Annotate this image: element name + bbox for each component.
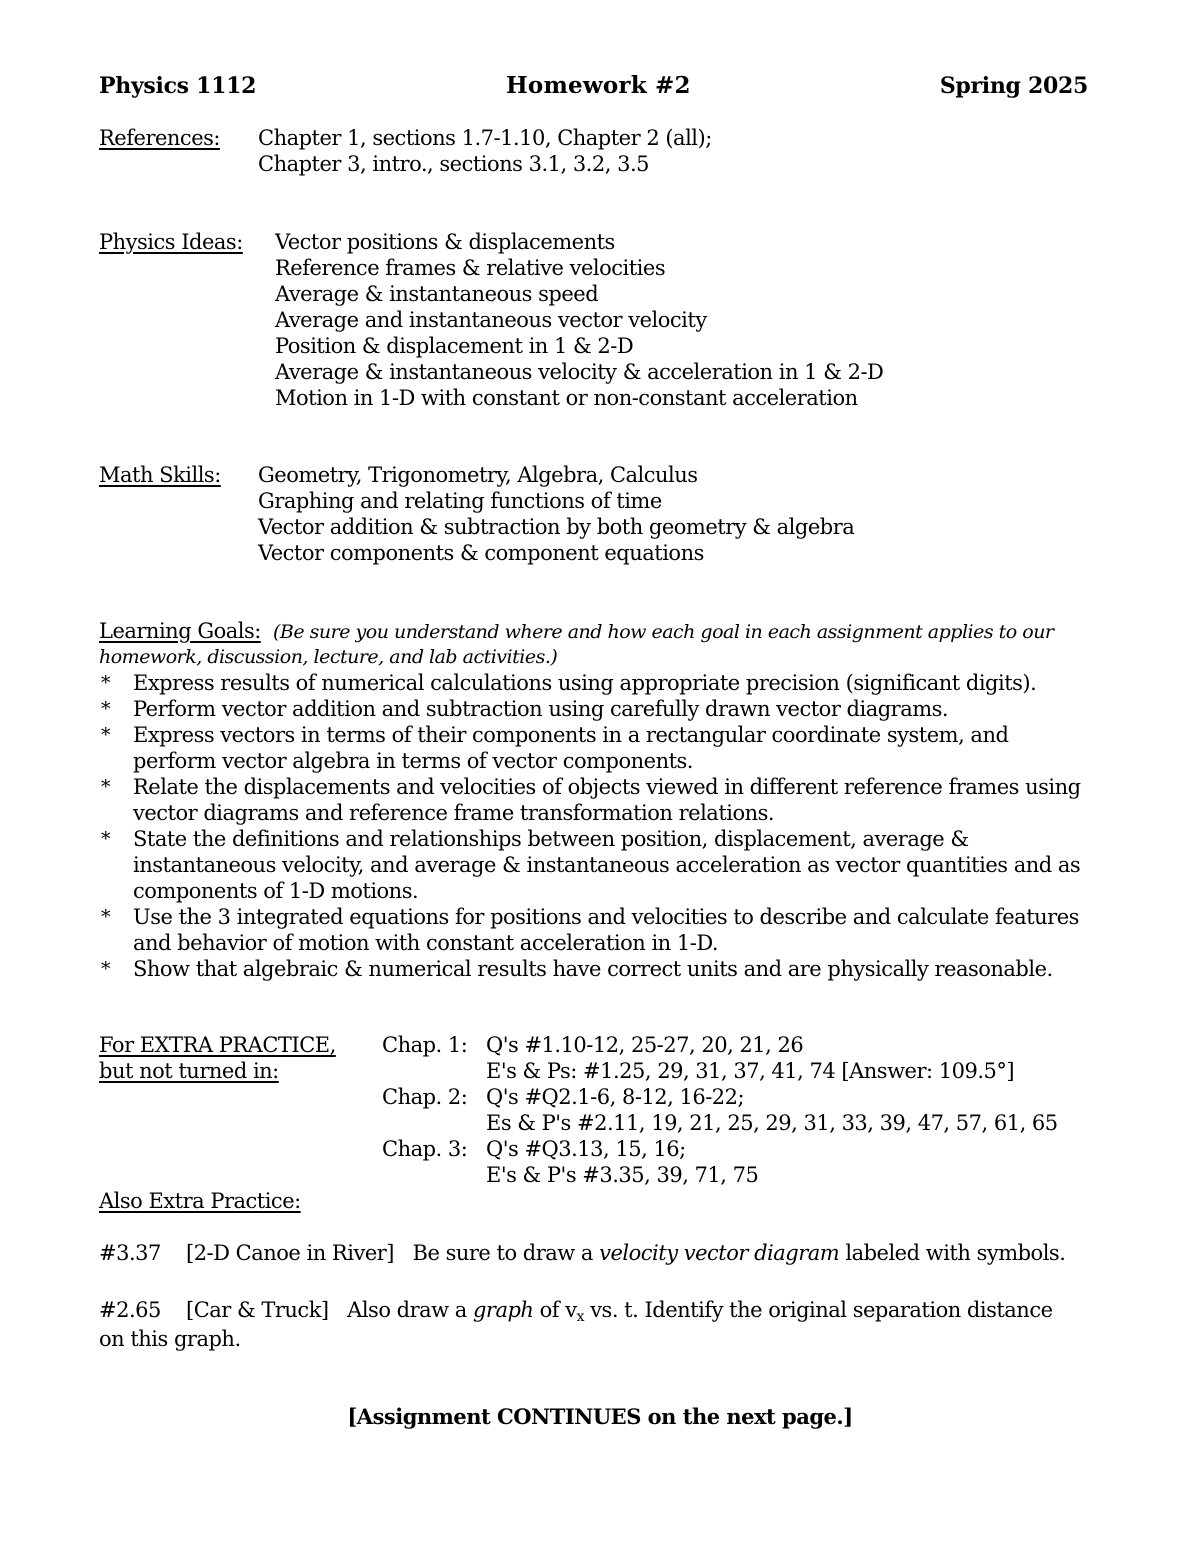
physics-ideas-label: Physics Ideas: xyxy=(99,230,243,254)
bullet-marker: * xyxy=(101,958,110,980)
problem-text: vs. t. Identify the original separation distance xyxy=(584,1298,1053,1322)
problem-emphasis: graph xyxy=(472,1298,534,1322)
problem-text: labeled with symbols. xyxy=(839,1241,1066,1265)
goal-line: Express vectors in terms of their components in a rectangular coordinate system, and xyxy=(133,723,1009,747)
extra-practice-label: For EXTRA PRACTICE, xyxy=(99,1033,336,1057)
math-skills-label: Math Skills: xyxy=(99,463,221,487)
goal-line: components of 1-D motions. xyxy=(133,879,419,903)
chapter-problems: E's & P's #3.35, 39, 71, 75 xyxy=(486,1163,759,1187)
physics-idea-item: Position & displacement in 1 & 2-D xyxy=(275,334,634,358)
chapter-problems: Es & P's #2.11, 19, 21, 25, 29, 31, 33, 39, 47, 57, 61, 65 xyxy=(486,1111,1058,1135)
course-label: Physics 1112 xyxy=(99,73,257,99)
problem-text: of v xyxy=(533,1298,577,1322)
also-extra-practice-label: Also Extra Practice: xyxy=(99,1189,301,1213)
chapter-problems: Q's #1.10-12, 25-27, 20, 21, 26 xyxy=(486,1033,804,1057)
bullet-marker: * xyxy=(101,906,110,928)
goal-line: Relate the displacements and velocities of objects viewed in different reference frames using xyxy=(133,775,1081,799)
chapter-problems: E's & Ps: #1.25, 29, 31, 37, 41, 74 [Answer: 109.5°] xyxy=(486,1059,1015,1083)
problem-text: Be sure to draw a xyxy=(412,1241,600,1265)
math-skill-item: Vector components & component equations xyxy=(258,541,704,565)
problem-number: #3.37 xyxy=(99,1241,161,1265)
math-skill-item: Graphing and relating functions of time xyxy=(258,489,662,513)
problem-line xyxy=(186,1297,1053,1330)
problem-number: #2.65 xyxy=(99,1298,161,1322)
bullet-marker: * xyxy=(101,724,110,746)
math-skill-item: Vector addition & subtraction by both geometry & algebra xyxy=(258,515,855,539)
extra-practice-label: but not turned in: xyxy=(99,1059,279,1083)
references-line: Chapter 1, sections 1.7-1.10, Chapter 2 (all); xyxy=(258,126,712,150)
term-label: Spring 2025 xyxy=(939,73,1088,99)
problem-text: Also draw a xyxy=(347,1298,473,1322)
learning-goals-note: (Be sure you understand where and how each goal in each assignment applies to our xyxy=(273,621,1054,643)
subscript: x xyxy=(576,1309,585,1325)
problem-title: [Car & Truck] xyxy=(186,1298,329,1322)
bullet-marker: * xyxy=(101,828,110,850)
page-title: Homework #2 xyxy=(506,72,691,99)
chapter-label: Chap. 2: xyxy=(382,1085,468,1109)
bullet-marker: * xyxy=(101,698,110,720)
physics-idea-item: Reference frames & relative velocities xyxy=(275,256,666,280)
chapter-label: Chap. 1: xyxy=(382,1033,468,1057)
learning-goals-label: Learning Goals: xyxy=(99,619,261,643)
goal-line: perform vector algebra in terms of vector components. xyxy=(133,749,693,773)
problem-title: [2-D Canoe in River] xyxy=(186,1241,394,1265)
problem-line: on this graph. xyxy=(99,1327,241,1351)
physics-idea-item: Vector positions & displacements xyxy=(275,230,615,254)
goal-line: Express results of numerical calculations using appropriate precision (significant digits). xyxy=(133,671,1037,695)
physics-idea-item: Average & instantaneous velocity & acceleration in 1 & 2-D xyxy=(275,360,884,384)
goal-line: State the definitions and relationships between position, displacement, average & xyxy=(133,827,969,851)
problem-line xyxy=(186,1240,1065,1266)
bullet-marker: * xyxy=(101,672,110,694)
problem-emphasis: velocity vector diagram xyxy=(599,1241,840,1265)
chapter-problems: Q's #Q3.13, 15, 16; xyxy=(486,1137,686,1161)
references-label: References: xyxy=(99,126,220,150)
physics-idea-item: Average & instantaneous speed xyxy=(275,282,599,306)
physics-idea-item: Average and instantaneous vector velocity xyxy=(275,308,707,332)
chapter-problems: Q's #Q2.1-6, 8-12, 16-22; xyxy=(486,1085,745,1109)
chapter-label: Chap. 3: xyxy=(382,1137,468,1161)
learning-goals-heading xyxy=(99,618,1054,645)
goal-line: Show that algebraic & numerical results have correct units and are physically reasonable. xyxy=(133,957,1053,981)
math-skill-item: Geometry, Trigonometry, Algebra, Calculus xyxy=(258,463,698,487)
goal-line: Perform vector addition and subtraction using carefully drawn vector diagrams. xyxy=(133,697,949,721)
goal-line: Use the 3 integrated equations for positions and velocities to describe and calculate features xyxy=(133,905,1079,929)
bullet-marker: * xyxy=(101,776,110,798)
physics-idea-item: Motion in 1-D with constant or non-constant acceleration xyxy=(275,386,858,410)
goal-line: and behavior of motion with constant acceleration in 1-D. xyxy=(133,931,719,955)
continues-note: [Assignment CONTINUES on the next page.] xyxy=(347,1404,853,1429)
goal-line: instantaneous velocity, and average & instantaneous acceleration as vector quantities and as xyxy=(133,853,1081,877)
references-line: Chapter 3, intro., sections 3.1, 3.2, 3.5 xyxy=(258,152,649,176)
learning-goals-note: homework, discussion, lecture, and lab activities.) xyxy=(99,646,558,668)
goal-line: vector diagrams and reference frame transformation relations. xyxy=(133,801,775,825)
